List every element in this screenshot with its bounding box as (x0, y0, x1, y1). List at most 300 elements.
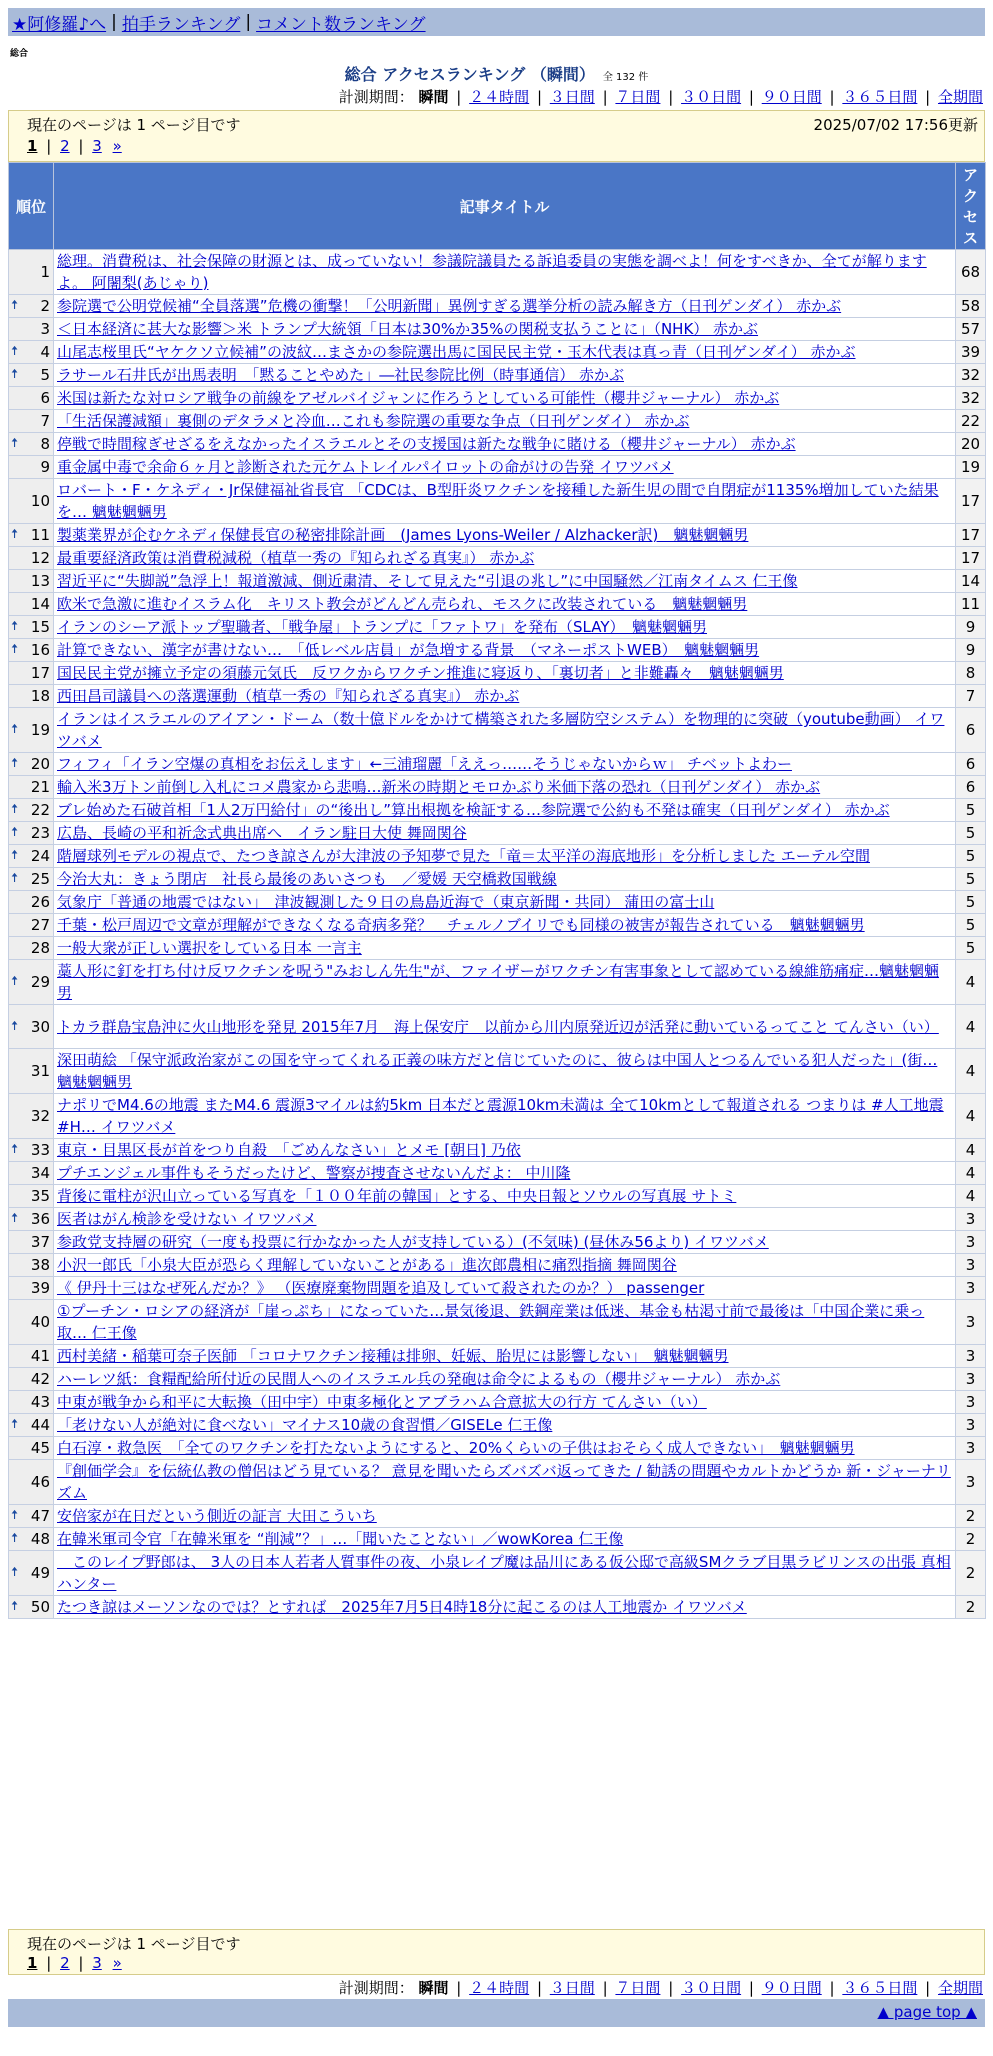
access-count: 3 (956, 1391, 986, 1414)
access-count: 17 (956, 479, 986, 524)
article-title-link[interactable]: ＜日本経済に甚大な影響＞米 トランプ大統領「日本は30%か35%の関税支払うことに」（NHK） 赤かぶ (57, 320, 759, 338)
title-cell (54, 410, 956, 433)
article-title-link[interactable]: 広島、長崎の平和祈念式典出席へ イラン駐日大使 舞岡関谷 (57, 824, 467, 842)
table-row (9, 685, 986, 708)
rank-number: 26 (30, 893, 50, 911)
rank-cell (9, 1231, 54, 1254)
rank-number: 23 (30, 824, 50, 842)
period-current: 瞬間 (418, 88, 449, 106)
title-cell (54, 456, 956, 479)
rank-cell (9, 662, 54, 685)
rank-number: 4 (40, 343, 50, 361)
rank-cell (9, 341, 54, 364)
nav-separator: | (245, 12, 252, 32)
table-row (9, 1460, 986, 1505)
title-cell (54, 1049, 956, 1094)
table-row (9, 364, 986, 387)
title-cell (54, 570, 956, 593)
title-cell (54, 616, 956, 639)
article-title-link[interactable]: 習近平に“失脚説”急浮上！報道激減、側近粛清、そして見えた“引退の兆し”に中国騒然／江南タイムス 仁王像 (57, 572, 798, 590)
rank-number: 35 (30, 1187, 50, 1205)
total-count: 全 132 件 (602, 72, 649, 83)
rank-up-arrow-icon: 🠅 (11, 1508, 19, 1523)
rank-cell (9, 1094, 54, 1139)
access-count: 3 (956, 1368, 986, 1391)
period-separator: | (602, 1979, 608, 1997)
rank-up-arrow-icon: 🠅 (11, 642, 19, 657)
rank-cell (9, 295, 54, 318)
rank-cell (9, 547, 54, 570)
title-cell (54, 1596, 956, 1619)
pager-link-3[interactable]: 3 (92, 137, 102, 155)
table-row (9, 891, 986, 914)
rank-number: 45 (30, 1439, 50, 1457)
access-count: 3 (956, 1345, 986, 1368)
rank-number: 10 (30, 492, 50, 510)
title-cell (54, 1528, 956, 1551)
rank-number: 33 (30, 1141, 50, 1159)
title-cell (54, 1162, 956, 1185)
rank-number: 46 (30, 1473, 50, 1491)
access-count: 5 (956, 868, 986, 891)
access-count: 4 (956, 1049, 986, 1094)
table-row (9, 547, 986, 570)
rank-cell (9, 845, 54, 868)
title-cell (54, 1254, 956, 1277)
table-row (9, 937, 986, 960)
article-title-link[interactable]: 重金属中毒で余命６ヶ月と診断された元ケムトレイルパイロットの命がけの告発 イワツバメ (57, 458, 674, 476)
table-row (9, 1185, 986, 1208)
rank-cell (9, 570, 54, 593)
table-row (9, 593, 986, 616)
table-row (9, 1437, 986, 1460)
article-title-link[interactable]: 『創価学会』を伝統仏教の僧侶はどう見ている？ 意見を聞いたらズバズバ返ってきた / 勧誘の問題やカルトかどうか 新・ジャーナリズム (57, 1462, 951, 1502)
rank-up-arrow-icon: 🠅 (11, 1565, 19, 1580)
rank-number: 19 (30, 721, 50, 739)
pager-next-link[interactable]: » (112, 137, 122, 155)
table-row (9, 616, 986, 639)
table-row (9, 479, 986, 524)
access-count: 39 (956, 341, 986, 364)
rank-number: 21 (30, 778, 50, 796)
period-link-24h[interactable]: ２４時間 (469, 1979, 530, 1997)
article-title-link[interactable]: トカラ群島宝島沖に火山地形を発見 2015年7月 海上保安庁 以前から川内原発近辺が活発に動いているってこと てんさい（い） (57, 1017, 939, 1036)
article-title-link[interactable]: 「生活保護減額」裏側のデタラメと冷血…これも参院選の重要な争点（日刊ゲンダイ） 赤かぶ (57, 412, 690, 430)
article-title-link[interactable]: プチエンジェル事件もそうだったけど、警察が捜査させないんだよ： 中川隆 (57, 1164, 571, 1182)
title-cell (54, 1414, 956, 1437)
access-count: 19 (956, 456, 986, 479)
access-count: 3 (956, 1254, 986, 1277)
title-cell (54, 799, 956, 822)
access-count: 17 (956, 524, 986, 547)
period-link-365d[interactable]: ３６５日間 (842, 88, 918, 106)
period-label: 計測期間： (338, 88, 414, 106)
title-cell (54, 639, 956, 662)
article-title-link[interactable]: 気象庁「普通の地震ではない」 津波観測した９日の鳥島近海で（東京新聞・共同） 蒲田の富士山 (57, 893, 715, 911)
page-title-text: 総合 アクセスランキング （瞬間） (344, 65, 595, 84)
header-count: アクセス (956, 163, 986, 250)
rank-cell (9, 1139, 54, 1162)
title-cell (54, 914, 956, 937)
table-row (9, 1094, 986, 1139)
access-count: 20 (956, 433, 986, 456)
period-link-all[interactable]: 全期間 (937, 88, 983, 106)
access-count: 11 (956, 593, 986, 616)
table-row (9, 410, 986, 433)
rank-number: 47 (30, 1507, 50, 1525)
article-title-link[interactable]: フィフィ「イラン空爆の真相をお伝えします」←三浦瑠麗「ええっ……そうじゃないからｗ」 チベットよわー (57, 755, 792, 773)
rank-number: 40 (30, 1313, 50, 1331)
rank-number: 9 (40, 458, 50, 476)
title-cell (54, 433, 956, 456)
period-selector-bottom (339, 1977, 983, 1998)
table-row (9, 1139, 986, 1162)
rank-cell (9, 914, 54, 937)
access-count: 3 (956, 1300, 986, 1345)
article-title-link[interactable]: 欧米で急激に進むイスラム化 キリスト教会がどんどん売られ、モスクに改装されている 魑魅魍魎男 (57, 595, 748, 613)
period-separator: | (536, 1979, 542, 1997)
title-cell (54, 662, 956, 685)
article-title-link[interactable]: 深田萌絵 「保守派政治家がこの国を守ってくれる正義の味方だと信じていたのに、彼らは中国人とつるんでいる犯人だった」(街… 魑魅魍魎男 (57, 1051, 938, 1091)
title-cell (54, 1208, 956, 1231)
period-separator: | (602, 88, 608, 106)
table-row (9, 639, 986, 662)
table-row (9, 1345, 986, 1368)
rank-cell (9, 891, 54, 914)
article-title-link[interactable]: 中東が戦争から和平に大転換（田中宇）中東多極化とアブラハム合意拡大の行方 てんさい（い） (57, 1393, 707, 1411)
rank-cell (9, 1368, 54, 1391)
period-link-30d[interactable]: ３０日間 (681, 1979, 742, 1997)
period-link-7d[interactable]: ７日間 (615, 1979, 661, 1997)
header-title: 記事タイトル (54, 163, 956, 250)
access-count: 3 (956, 1208, 986, 1231)
access-count: 6 (956, 776, 986, 799)
access-count: 58 (956, 295, 986, 318)
period-link-all[interactable]: 全期間 (937, 1979, 983, 1997)
article-title-link[interactable]: 一般大衆が正しい選択をしている日本 一言主 (57, 939, 362, 957)
period-separator: | (456, 88, 462, 106)
nav-link-comment-ranking[interactable]: コメント数ランキング (256, 14, 426, 35)
rank-cell (9, 433, 54, 456)
rank-number: 29 (30, 973, 50, 991)
rank-up-arrow-icon: 🠅 (11, 848, 19, 863)
table-row (9, 1277, 986, 1300)
rank-cell (9, 318, 54, 341)
rank-cell (9, 708, 54, 753)
table-row (9, 341, 986, 364)
ranking-table (8, 162, 986, 1619)
rank-cell (9, 524, 54, 547)
rank-number: 18 (30, 687, 50, 705)
article-title-link[interactable]: 西田昌司議員への落選運動（植草一秀の『知られざる真実』） 赤かぶ (57, 687, 520, 705)
access-count: 68 (956, 250, 986, 295)
table-row (9, 1254, 986, 1277)
title-cell (54, 708, 956, 753)
title-cell (54, 937, 956, 960)
title-cell (54, 1139, 956, 1162)
pager-current-page: 1 (27, 137, 38, 155)
article-title-link[interactable]: 米国は新たな対ロシア戦争の前線をアゼルバイジャンに作ろうとしている可能性（櫻井ジャーナル） 赤かぶ (57, 389, 780, 407)
period-current: 瞬間 (418, 1979, 449, 1997)
rank-cell (9, 1505, 54, 1528)
period-link-24h[interactable]: ２４時間 (469, 88, 530, 106)
rank-cell (9, 387, 54, 410)
rank-up-arrow-icon: 🠅 (11, 527, 19, 542)
access-count: 2 (956, 1551, 986, 1596)
table-row (9, 868, 986, 891)
access-count: 4 (956, 1185, 986, 1208)
rank-number: 25 (30, 870, 50, 888)
title-cell (54, 318, 956, 341)
rank-number: 50 (30, 1598, 50, 1616)
title-cell (54, 753, 956, 776)
article-title-link[interactable]: ブレ始めた石破首相「1人2万円給付」の“後出し”算出根拠を検証する…参院選で公約も不発は確実（日刊ゲンダイ） 赤かぶ (57, 801, 890, 819)
rank-number: 36 (30, 1210, 50, 1228)
rank-cell (9, 479, 54, 524)
period-separator: | (668, 88, 674, 106)
access-count: 32 (956, 387, 986, 410)
title-cell (54, 868, 956, 891)
article-title-link[interactable]: ロバート・F・ケネディ・Jr保健福祉省長官 「CDCは、B型肝炎ワクチンを接種した新生児の間で自閉症が1135%増加していた結果を… 魑魅魍魎男 (57, 481, 939, 521)
rank-number: 24 (30, 847, 50, 865)
period-separator: | (829, 88, 835, 106)
article-title-link[interactable]: イランのシーア派トップ聖職者、「戦争屋」トランプに「ファトワ」を発布（SLAY） 魑魅魍魎男 (57, 618, 707, 636)
table-row (9, 799, 986, 822)
rank-cell (9, 1185, 54, 1208)
rank-cell (9, 937, 54, 960)
title-cell (54, 387, 956, 410)
rank-number: 7 (40, 412, 50, 430)
updated-timestamp: 2025/07/02 17:56更新 (813, 116, 978, 134)
title-cell (54, 845, 956, 868)
access-count: 57 (956, 318, 986, 341)
rank-number: 14 (30, 595, 50, 613)
period-selector-top (339, 86, 983, 107)
rank-number: 37 (30, 1233, 50, 1251)
title-cell (54, 1391, 956, 1414)
access-count: 8 (956, 662, 986, 685)
title-cell (54, 295, 956, 318)
table-row (9, 1368, 986, 1391)
rank-up-arrow-icon: 🠅 (11, 1531, 19, 1546)
access-count: 3 (956, 1460, 986, 1505)
access-count: 4 (956, 960, 986, 1005)
title-cell (54, 524, 956, 547)
access-count: 32 (956, 364, 986, 387)
period-link-3d[interactable]: ３日間 (549, 88, 595, 106)
rank-cell (9, 1414, 54, 1437)
article-title-link[interactable]: このレイプ野郎は、 3人の日本人若者人質事件の夜、小泉レイプ魔は品川にある仮公邸で高級SMクラブ目黒ラビリンスの出張 真相ハンター (57, 1553, 951, 1593)
rank-cell (9, 250, 54, 295)
article-title-link[interactable]: 山尾志桜里氏“ヤケクソ立候補”の波紋…まさかの参院選出馬に国民民主党・玉木代表は真っ青（日刊ゲンダイ） 赤かぶ (57, 343, 856, 361)
title-cell (54, 1094, 956, 1139)
header-rank: 順位 (9, 163, 54, 250)
page-title (0, 62, 993, 85)
rank-cell (9, 822, 54, 845)
article-title-link[interactable]: 参院選で公明党候補“全員落選”危機の衝撃！「公明新聞」異例すぎる選挙分析の読み解き方（日刊ゲンダイ） 赤かぶ (57, 297, 842, 315)
article-title-link[interactable]: 千葉・松戸周辺で文章が理解ができなくなる奇病多発？ チェルノブイリでも同様の被害が報告されている 魑魅魍魎男 (57, 916, 865, 934)
rank-number: 20 (30, 755, 50, 773)
article-title-link[interactable]: 西村美緒・稲葉可奈子医師 「コロナワクチン接種は排卵、妊娠、胎児には影響しない」 魑魅魍魎男 (57, 1347, 729, 1365)
title-cell (54, 1368, 956, 1391)
title-cell (54, 1277, 956, 1300)
access-count: 17 (956, 547, 986, 570)
rank-cell (9, 1005, 54, 1049)
article-title-link[interactable]: たつき諒はメーソンなのでは？とすれば 2025年7月5日4時18分に起こるのは人工地震か イワツバメ (57, 1598, 747, 1616)
rank-up-arrow-icon: 🠅 (11, 974, 19, 989)
article-title-link[interactable]: 安倍家が在日だという側近の証言 大田こういち (57, 1507, 377, 1525)
table-row (9, 570, 986, 593)
article-title-link[interactable]: 在韓米軍司令官「在韓米軍を “削減”？」…「聞いたことない」／wowKorea 仁王像 (57, 1530, 624, 1548)
rank-number: 27 (30, 916, 50, 934)
article-title-link[interactable]: 計算できない、漢字が書けない… 「低レベル店員」が急増する背景 （マネーポストWEB） 魑魅魍魎男 (57, 641, 760, 659)
rank-number: 5 (40, 366, 50, 384)
pager-link-2[interactable]: 2 (60, 1954, 70, 1972)
rank-number: 31 (30, 1062, 50, 1080)
article-title-link[interactable]: 背後に電柱が沢山立っている写真を「１００年前の韓国」とする、中央日報とソウルの写真展 サトミ (57, 1187, 737, 1205)
title-cell (54, 1300, 956, 1345)
period-link-30d[interactable]: ３０日間 (681, 88, 742, 106)
rank-up-arrow-icon: 🠅 (11, 722, 19, 737)
rank-up-arrow-icon: 🠅 (11, 1211, 19, 1226)
period-separator: | (748, 1979, 754, 1997)
rank-number: 3 (40, 320, 50, 338)
pager-bottom (8, 1929, 985, 1975)
title-cell (54, 364, 956, 387)
article-title-link[interactable]: 階層球列モデルの視点で、たつき諒さんが大津波の予知夢で見た「竜＝太平洋の海底地形」を分析しました エーテル空間 (57, 847, 870, 865)
table-row (9, 753, 986, 776)
table-row (9, 295, 986, 318)
title-cell (54, 1345, 956, 1368)
access-count: 6 (956, 708, 986, 753)
access-count: 22 (956, 410, 986, 433)
nav-link-home[interactable]: ★阿修羅♪へ (12, 14, 107, 35)
rank-cell (9, 364, 54, 387)
article-title-link[interactable]: 輸入米3万トン前倒し入札にコメ農家から悲鳴…新米の時期とモロかぶり米価下落の恐れ（日刊ゲンダイ） 赤かぶ (57, 778, 821, 796)
rank-number: 12 (30, 549, 50, 567)
title-cell (54, 1005, 956, 1049)
rank-number: 39 (30, 1279, 50, 1297)
period-link-365d[interactable]: ３６５日間 (842, 1979, 918, 1997)
rank-cell (9, 1162, 54, 1185)
article-title-link[interactable]: 参政党支持層の研究（一度も投票に行かなかった人が支持している）(不気味) (昼休み56より) イワツバメ (57, 1233, 769, 1251)
access-count: 5 (956, 799, 986, 822)
article-title-link[interactable]: 停戦で時間稼ぎせざるをえなかったイスラエルとその支援国は新たな戦争に賭ける（櫻井ジャーナル） 赤かぶ (57, 435, 796, 453)
access-count: 9 (956, 639, 986, 662)
rank-number: 41 (30, 1347, 50, 1365)
pager-separator: | (78, 137, 84, 155)
rank-number: 42 (30, 1370, 50, 1388)
article-title-link[interactable]: 「老けない人が絶対に食べない」マイナス10歳の食習慣／GISELe 仁王像 (57, 1416, 553, 1434)
pager-next-link[interactable]: » (112, 1954, 122, 1972)
article-title-link[interactable]: 最重要経済政策は消費税減税（植草一秀の『知られざる真実』） 赤かぶ (57, 549, 535, 567)
period-link-3d[interactable]: ３日間 (549, 1979, 595, 1997)
article-title-link[interactable]: 製薬業界が企むケネディ保健長官の秘密排除計画 (James Lyons-Weiler / Alzhacker訳) 魑魅魍魎男 (57, 526, 749, 544)
access-count: 3 (956, 1437, 986, 1460)
nav-link-clap-ranking[interactable]: 拍手ランキング (121, 14, 241, 35)
table-row (9, 1208, 986, 1231)
period-link-90d[interactable]: ９０日間 (761, 1979, 822, 1997)
table-row (9, 662, 986, 685)
article-title-link[interactable]: ハーレツ紙：食糧配給所付近の民間人へのイスラエル兵の発砲は命令によるもの（櫻井ジャーナル） 赤かぶ (57, 1370, 781, 1388)
article-title-link[interactable]: 国民民主党が擁立予定の須藤元気氏 反ワクからワクチン推進に寝返り、「裏切者」と非難轟々 魑魅魍魎男 (57, 664, 784, 682)
rank-cell (9, 960, 54, 1005)
rank-number: 2 (40, 297, 50, 315)
article-title-link[interactable]: ①プーチン・ロシアの経済が「崖っぷち」になっていた…景気後退、鉄鋼産業は低迷、基金も枯渇寸前で最後は「中国企業に乗っ取… 仁王像 (57, 1302, 925, 1342)
rank-cell (9, 776, 54, 799)
access-count: 5 (956, 822, 986, 845)
article-title-link[interactable]: 小沢一郎氏「小泉大臣が恐らく理解していないことがある」進次郎農相に痛烈指摘 舞岡関谷 (57, 1256, 677, 1274)
rank-cell (9, 1437, 54, 1460)
table-row (9, 822, 986, 845)
rank-up-arrow-icon: 🠅 (11, 1018, 19, 1034)
ranking-table-body (9, 250, 986, 1619)
pager-link-2[interactable]: 2 (60, 137, 70, 155)
pager-separator: | (78, 1954, 84, 1972)
title-cell (54, 891, 956, 914)
rank-up-arrow-icon: 🠅 (11, 871, 19, 886)
table-row (9, 1596, 986, 1619)
rank-cell (9, 1460, 54, 1505)
access-count: 4 (956, 1139, 986, 1162)
table-row (9, 1391, 986, 1414)
title-cell (54, 1231, 956, 1254)
period-link-7d[interactable]: ７日間 (615, 88, 661, 106)
rank-cell (9, 799, 54, 822)
rank-up-arrow-icon: 🠅 (11, 1599, 19, 1614)
rank-cell (9, 868, 54, 891)
rank-number: 22 (30, 801, 50, 819)
rank-cell (9, 1551, 54, 1596)
article-title-link[interactable]: 総理。消費税は、社会保障の財源とは、成っていない！参議院議員たる訴追委員の実態を調べよ！何をすべきか、全てが解りますよ。 阿闍梨(あじゃり) (57, 252, 927, 292)
table-row (9, 1414, 986, 1437)
article-title-link[interactable]: 藁人形に釘を打ち付け反ワクチンを呪う"みおしん先生"が、ファイザーがワクチン有害事象として認めている線維筋痛症…魑魅魍魎男 (57, 962, 940, 1002)
table-row (9, 433, 986, 456)
rank-number: 34 (30, 1164, 50, 1182)
pager-link-3[interactable]: 3 (92, 1954, 102, 1972)
title-cell (54, 250, 956, 295)
article-title-link[interactable]: イランはイスラエルのアイアン・ドーム（数十億ドルをかけて構築された多層防空システム）を物理的に突破（youtube動画） イワツバメ (57, 710, 945, 750)
rank-cell (9, 616, 54, 639)
rank-number: 28 (30, 939, 50, 957)
article-title-link[interactable]: 白石淳・救急医 「全てのワクチンを打たないようにすると、20%くらいの子供はおそらく成人できない」 魑魅魍魎男 (57, 1439, 855, 1457)
article-title-link[interactable]: 医者はがん検診を受けない イワツバメ (57, 1210, 317, 1228)
pager-separator: | (46, 1954, 52, 1972)
article-title-link[interactable]: ナポリでM4.6の地震 またM4.6 震源3マイルは約5km 日本だと震源10km未満は 全て10kmとして報道される つまりは #人工地震 #H… イワツバメ (57, 1096, 944, 1136)
pager-links (27, 1954, 122, 1972)
article-title-link[interactable]: 今治大丸：きょう閉店 社長ら最後のあいさつも ／愛媛 天空橋救国戦線 (57, 870, 557, 888)
rank-number: 6 (40, 389, 50, 407)
current-page-text: 現在のページは 1 ページ目です (27, 1935, 241, 1953)
period-link-90d[interactable]: ９０日間 (761, 88, 822, 106)
table-row (9, 1005, 986, 1049)
rank-number: 15 (30, 618, 50, 636)
article-title-link[interactable]: 東京・目黒区長が首をつり自殺 「ごめんなさい」とメモ [朝日] 乃依 (57, 1141, 521, 1159)
article-title-link[interactable]: ラサール石井氏が出馬表明 「黙ることやめた」―社民参院比例（時事通信） 赤かぶ (57, 366, 624, 384)
rank-cell (9, 1277, 54, 1300)
page-top-link[interactable]: ▲ page top ▲ (877, 2003, 977, 2021)
rank-cell (9, 410, 54, 433)
current-page-text: 現在のページは 1 ページ目です (27, 116, 241, 134)
title-cell (54, 1460, 956, 1505)
rank-number: 38 (30, 1256, 50, 1274)
rank-number: 48 (30, 1530, 50, 1548)
title-cell (54, 547, 956, 570)
article-title-link[interactable]: 《 伊丹十三はなぜ死んだか？》 （医療廃棄物問題を追及していて殺されたのか？） passenger (57, 1279, 705, 1297)
title-cell (54, 1551, 956, 1596)
rank-up-arrow-icon: 🠅 (11, 436, 19, 451)
table-row (9, 1505, 986, 1528)
